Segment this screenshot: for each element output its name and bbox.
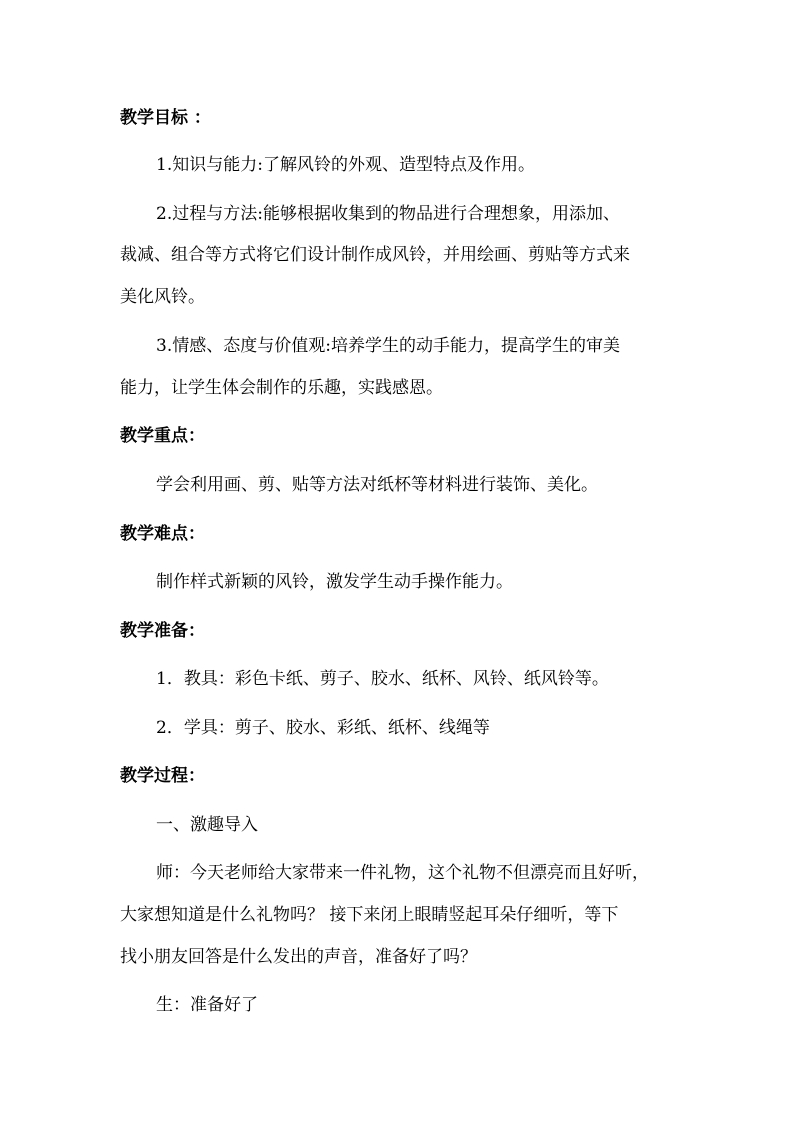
difficulties-text: 制作样式新颖的风铃，激发学生动手操作能力。	[156, 572, 513, 592]
process-heading: 教学过程：	[120, 766, 205, 786]
student-line: 生：准备好了	[156, 995, 258, 1015]
process-section-1: 一、激趣导入	[156, 815, 258, 835]
teacher-line-3: 找小朋友回答是什么发出的声音，准备好了吗？	[120, 947, 477, 967]
objective-item-2-line-2: 裁减、组合等方式将它们设计制作成风铃，并用绘画、剪贴等方式来	[120, 245, 630, 265]
difficulties-heading: 教学难点：	[120, 524, 205, 544]
objective-item-2-line-1: 2.过程与方法:能够根据收集到的物品进行合理想象，用添加、	[156, 204, 620, 224]
objective-item-3-line-1: 3.情感、态度与价值观:培养学生的动手能力，提高学生的审美	[156, 336, 620, 356]
objective-item-3-line-2: 能力，让学生体会制作的乐趣，实践感恩。	[120, 378, 443, 398]
key-points-heading: 教学重点：	[120, 426, 205, 446]
key-points-text: 学会利用画、剪、贴等方法对纸杯等材料进行装饰、美化。	[156, 475, 598, 495]
preparation-item-1: 1．教具：彩色卡纸、剪子、胶水、纸杯、风铃、纸风铃等。	[156, 669, 609, 689]
teacher-line-2: 大家想知道是什么礼物吗？ 接下来闭上眼睛竖起耳朵仔细听，等下	[120, 905, 619, 925]
objectives-heading: 教学目标 ：	[120, 108, 211, 128]
objective-item-1: 1.知识与能力:了解风铃的外观、造型特点及作用。	[156, 155, 535, 175]
teacher-line-1: 师：今天老师给大家带来一件礼物，这个礼物不但漂亮而且好听，	[156, 863, 649, 883]
preparation-heading: 教学准备：	[120, 621, 205, 641]
objective-item-2-line-3: 美化风铃。	[120, 287, 205, 307]
preparation-item-2: 2．学具：剪子、胶水、彩纸、纸杯、线绳等	[156, 718, 490, 738]
